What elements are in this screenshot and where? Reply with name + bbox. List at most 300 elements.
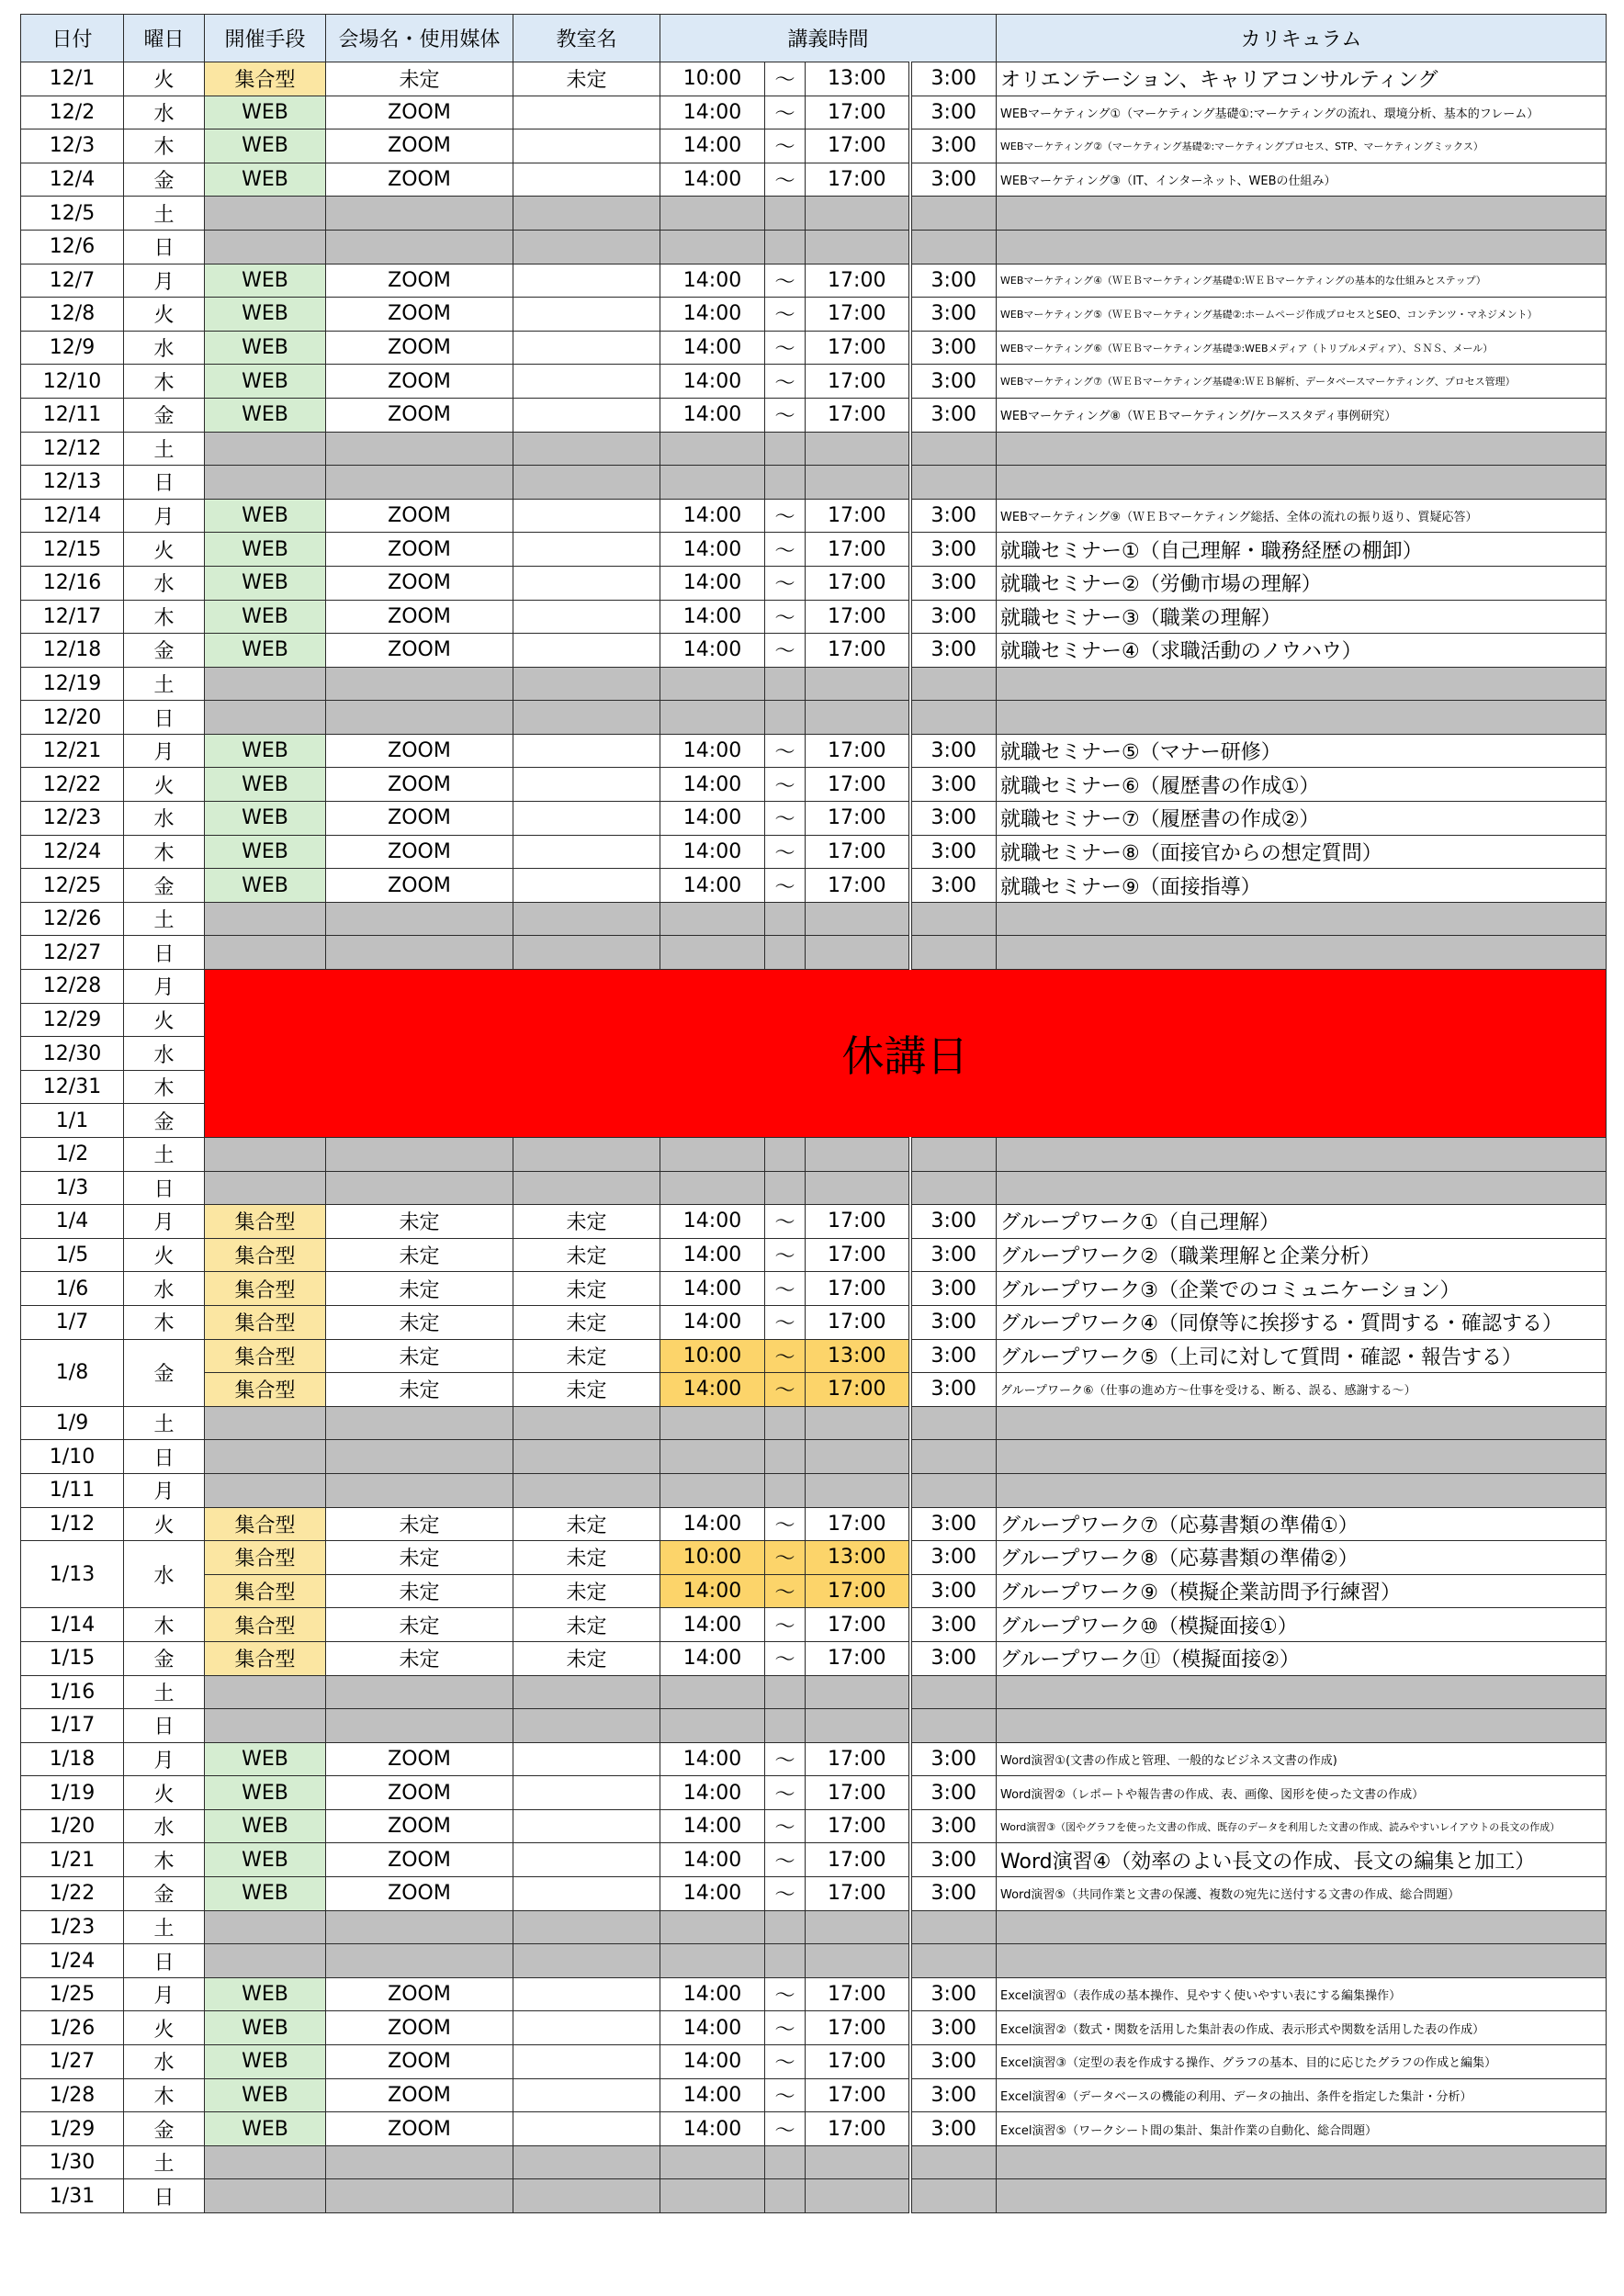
start-time-cell: 14:00	[660, 1742, 765, 1776]
curriculum-cell: Excel演習①（表作成の基本操作、見やすく使いやすい表にする編集操作）	[997, 1977, 1607, 2011]
table-row	[21, 2179, 1607, 2213]
table-row	[21, 2112, 1607, 2146]
method-cell: WEB	[205, 331, 326, 365]
curriculum-cell	[997, 1944, 1607, 1978]
table-row	[21, 1608, 1607, 1642]
start-time-cell	[660, 1473, 765, 1507]
curriculum-cell: WEBマーケティング⑤（ＷＥＢマーケティング基礎②:ホームページ作成プロセスとSEO、コンテンツ・マネジメント）	[997, 298, 1607, 332]
end-time-cell: 17:00	[806, 1205, 910, 1239]
weekday-cell: 金	[124, 2112, 205, 2146]
duration-cell: 3:00	[910, 1641, 997, 1675]
end-time-cell	[806, 1440, 910, 1474]
tilde-cell: ～	[765, 298, 806, 332]
table-row	[21, 2078, 1607, 2112]
end-time-cell: 17:00	[806, 2045, 910, 2079]
end-time-cell: 17:00	[806, 1977, 910, 2011]
date-cell: 12/1	[21, 62, 124, 96]
room-cell	[513, 734, 660, 768]
date-cell: 1/7	[21, 1305, 124, 1339]
weekday-cell: 月	[124, 499, 205, 533]
header-venue: 会場名・使用媒体	[326, 15, 513, 62]
weekday-cell: 木	[124, 600, 205, 634]
table-row	[21, 869, 1607, 903]
header-row	[21, 15, 1607, 62]
duration-cell: 3:00	[910, 1977, 997, 2011]
date-cell: 12/7	[21, 264, 124, 298]
table-row	[21, 466, 1607, 500]
duration-cell: 3:00	[910, 163, 997, 197]
duration-cell: 3:00	[910, 768, 997, 802]
date-cell: 12/26	[21, 902, 124, 936]
table-row	[21, 62, 1607, 96]
end-time-cell: 17:00	[806, 734, 910, 768]
room-cell	[513, 869, 660, 903]
date-cell: 1/25	[21, 1977, 124, 2011]
weekday-cell: 水	[124, 1541, 205, 1608]
method-cell: WEB	[205, 96, 326, 129]
date-cell: 12/2	[21, 96, 124, 129]
venue-cell: 未定	[326, 1238, 513, 1272]
curriculum-cell: WEBマーケティング③（IT、インターネット、WEBの仕組み）	[997, 163, 1607, 197]
tilde-cell	[765, 1171, 806, 1205]
start-time-cell: 14:00	[660, 1305, 765, 1339]
room-cell	[513, 398, 660, 432]
venue-cell: 未定	[326, 1641, 513, 1675]
venue-cell: 未定	[326, 1339, 513, 1373]
venue-cell: ZOOM	[326, 1742, 513, 1776]
venue-cell	[326, 197, 513, 231]
weekday-cell: 金	[124, 1104, 205, 1138]
start-time-cell	[660, 230, 765, 264]
weekday-cell: 水	[124, 1272, 205, 1306]
method-cell: WEB	[205, 2112, 326, 2146]
end-time-cell: 17:00	[806, 96, 910, 129]
method-cell: WEB	[205, 2011, 326, 2045]
start-time-cell: 14:00	[660, 1373, 765, 1407]
method-cell: 集合型	[205, 1339, 326, 1373]
tilde-cell: ～	[765, 2078, 806, 2112]
duration-cell	[910, 1171, 997, 1205]
table-row	[21, 835, 1607, 869]
room-cell: 未定	[513, 1305, 660, 1339]
header-room: 教室名	[513, 15, 660, 62]
start-time-cell: 14:00	[660, 365, 765, 399]
table-row	[21, 1138, 1607, 1172]
tilde-cell: ～	[765, 499, 806, 533]
venue-cell: ZOOM	[326, 802, 513, 836]
end-time-cell: 17:00	[806, 2078, 910, 2112]
end-time-cell	[806, 667, 910, 701]
curriculum-cell	[997, 1138, 1607, 1172]
tilde-cell	[765, 1440, 806, 1474]
weekday-cell: 月	[124, 1742, 205, 1776]
weekday-cell: 水	[124, 331, 205, 365]
room-cell	[513, 1809, 660, 1843]
header-method: 開催手段	[205, 15, 326, 62]
date-cell: 12/27	[21, 936, 124, 970]
venue-cell	[326, 902, 513, 936]
curriculum-cell: グループワーク④（同僚等に挨拶する・質問する・確認する）	[997, 1305, 1607, 1339]
start-time-cell: 14:00	[660, 398, 765, 432]
tilde-cell	[765, 902, 806, 936]
end-time-cell	[806, 466, 910, 500]
duration-cell	[910, 1910, 997, 1944]
room-cell	[513, 1843, 660, 1877]
duration-cell	[910, 1138, 997, 1172]
end-time-cell: 17:00	[806, 634, 910, 668]
tilde-cell: ～	[765, 1977, 806, 2011]
table-row	[21, 1171, 1607, 1205]
room-cell	[513, 768, 660, 802]
curriculum-cell: Word演習③（図やグラフを使った文書の作成、既存のデータを利用した文書の作成、読みやすいレイアウトの長文の作成）	[997, 1809, 1607, 1843]
duration-cell: 3:00	[910, 802, 997, 836]
duration-cell: 3:00	[910, 835, 997, 869]
curriculum-cell: WEBマーケティング④（ＷＥＢマーケティング基礎①:ＷＥＢマーケティングの基本的な仕組みとステップ）	[997, 264, 1607, 298]
venue-cell	[326, 432, 513, 466]
room-cell: 未定	[513, 62, 660, 96]
duration-cell: 3:00	[910, 1877, 997, 1911]
date-cell: 1/17	[21, 1709, 124, 1743]
room-cell	[513, 298, 660, 332]
curriculum-cell: WEBマーケティング⑨（ＷＥＢマーケティング総括、全体の流れの振り返り、質疑応答）	[997, 499, 1607, 533]
table-row	[21, 1406, 1607, 1440]
start-time-cell: 14:00	[660, 566, 765, 600]
end-time-cell: 17:00	[806, 2011, 910, 2045]
method-cell: WEB	[205, 264, 326, 298]
tilde-cell: ～	[765, 1205, 806, 1239]
duration-cell	[910, 230, 997, 264]
end-time-cell: 17:00	[806, 163, 910, 197]
start-time-cell	[660, 197, 765, 231]
table-row	[21, 2145, 1607, 2179]
duration-cell: 3:00	[910, 1608, 997, 1642]
duration-cell: 3:00	[910, 62, 997, 96]
duration-cell: 3:00	[910, 600, 997, 634]
room-cell	[513, 1440, 660, 1474]
tilde-cell	[765, 466, 806, 500]
start-time-cell	[660, 701, 765, 735]
curriculum-cell: WEBマーケティング①（マーケティング基礎①:マーケティングの流れ、環境分析、基本的フレーム）	[997, 96, 1607, 129]
date-cell: 1/1	[21, 1104, 124, 1138]
curriculum-cell: 就職セミナー⑧（面接官からの想定質問）	[997, 835, 1607, 869]
date-cell: 12/3	[21, 129, 124, 163]
end-time-cell	[806, 1709, 910, 1743]
method-cell	[205, 1440, 326, 1474]
duration-cell: 3:00	[910, 1541, 997, 1575]
curriculum-cell	[997, 1440, 1607, 1474]
table-row	[21, 1272, 1607, 1306]
date-cell: 12/17	[21, 600, 124, 634]
venue-cell	[326, 466, 513, 500]
duration-cell	[910, 1675, 997, 1709]
venue-cell: ZOOM	[326, 2112, 513, 2146]
duration-cell: 3:00	[910, 533, 997, 567]
method-cell: WEB	[205, 129, 326, 163]
venue-cell: ZOOM	[326, 600, 513, 634]
method-cell	[205, 902, 326, 936]
end-time-cell: 17:00	[806, 1843, 910, 1877]
weekday-cell: 日	[124, 1440, 205, 1474]
tilde-cell	[765, 1944, 806, 1978]
tilde-cell: ～	[765, 331, 806, 365]
tilde-cell: ～	[765, 365, 806, 399]
duration-cell: 3:00	[910, 1843, 997, 1877]
room-cell	[513, 1910, 660, 1944]
end-time-cell: 17:00	[806, 1305, 910, 1339]
room-cell	[513, 2145, 660, 2179]
tilde-cell	[765, 2179, 806, 2213]
venue-cell: ZOOM	[326, 2078, 513, 2112]
curriculum-cell	[997, 197, 1607, 231]
weekday-cell: 日	[124, 701, 205, 735]
duration-cell: 3:00	[910, 734, 997, 768]
curriculum-cell: グループワーク⑤（上司に対して質問・確認・報告する）	[997, 1339, 1607, 1373]
method-cell: WEB	[205, 634, 326, 668]
room-cell	[513, 1171, 660, 1205]
start-time-cell	[660, 1406, 765, 1440]
table-row	[21, 1641, 1607, 1675]
end-time-cell: 17:00	[806, 398, 910, 432]
table-row	[21, 230, 1607, 264]
venue-cell: ZOOM	[326, 398, 513, 432]
table-row	[21, 499, 1607, 533]
curriculum-cell: Excel演習②（数式・関数を活用した集計表の作成、表示形式や関数を活用した表の作成）	[997, 2011, 1607, 2045]
start-time-cell	[660, 1675, 765, 1709]
room-cell: 未定	[513, 1541, 660, 1575]
venue-cell: ZOOM	[326, 1809, 513, 1843]
duration-cell	[910, 1944, 997, 1978]
room-cell	[513, 1776, 660, 1810]
end-time-cell	[806, 936, 910, 970]
table-row	[21, 1843, 1607, 1877]
curriculum-cell: グループワーク⑨（模擬企業訪問予行練習）	[997, 1574, 1607, 1608]
duration-cell: 3:00	[910, 129, 997, 163]
start-time-cell: 14:00	[660, 331, 765, 365]
weekday-cell: 日	[124, 1944, 205, 1978]
duration-cell: 3:00	[910, 1205, 997, 1239]
weekday-cell: 日	[124, 936, 205, 970]
room-cell	[513, 2179, 660, 2213]
duration-cell: 3:00	[910, 1507, 997, 1541]
room-cell	[513, 466, 660, 500]
date-cell: 12/21	[21, 734, 124, 768]
table-row	[21, 768, 1607, 802]
date-cell: 1/11	[21, 1473, 124, 1507]
date-cell: 12/6	[21, 230, 124, 264]
end-time-cell: 13:00	[806, 62, 910, 96]
weekday-cell: 月	[124, 1977, 205, 2011]
start-time-cell: 14:00	[660, 768, 765, 802]
tilde-cell: ～	[765, 1877, 806, 1911]
room-cell	[513, 1675, 660, 1709]
method-cell: WEB	[205, 1776, 326, 1810]
start-time-cell	[660, 2179, 765, 2213]
start-time-cell: 14:00	[660, 1843, 765, 1877]
table-row	[21, 1574, 1607, 1608]
duration-cell: 3:00	[910, 1776, 997, 1810]
venue-cell	[326, 1910, 513, 1944]
table-row	[21, 129, 1607, 163]
date-cell: 12/8	[21, 298, 124, 332]
room-cell	[513, 902, 660, 936]
table-row	[21, 1742, 1607, 1776]
tilde-cell: ～	[765, 1843, 806, 1877]
weekday-cell: 土	[124, 432, 205, 466]
start-time-cell: 14:00	[660, 2011, 765, 2045]
start-time-cell	[660, 2145, 765, 2179]
duration-cell: 3:00	[910, 1373, 997, 1407]
weekday-cell: 月	[124, 1473, 205, 1507]
room-cell: 未定	[513, 1272, 660, 1306]
method-cell: WEB	[205, 2045, 326, 2079]
end-time-cell: 17:00	[806, 1776, 910, 1810]
end-time-cell	[806, 1138, 910, 1172]
weekday-cell: 金	[124, 163, 205, 197]
duration-cell: 3:00	[910, 365, 997, 399]
venue-cell: ZOOM	[326, 533, 513, 567]
method-cell: WEB	[205, 768, 326, 802]
curriculum-cell: Excel演習④（データベースの機能の利用、データの抽出、条件を指定した集計・分析）	[997, 2078, 1607, 2112]
curriculum-cell: Word演習①(文書の作成と管理、一般的なビジネス文書の作成)	[997, 1742, 1607, 1776]
start-time-cell	[660, 1910, 765, 1944]
curriculum-cell: 就職セミナー②（労働市場の理解）	[997, 566, 1607, 600]
room-cell	[513, 365, 660, 399]
weekday-cell: 火	[124, 1507, 205, 1541]
tilde-cell	[765, 1910, 806, 1944]
tilde-cell: ～	[765, 869, 806, 903]
weekday-cell: 月	[124, 734, 205, 768]
room-cell	[513, 1877, 660, 1911]
end-time-cell: 17:00	[806, 331, 910, 365]
room-cell: 未定	[513, 1608, 660, 1642]
room-cell	[513, 163, 660, 197]
date-cell: 1/28	[21, 2078, 124, 2112]
curriculum-cell: グループワーク⑧（応募書類の準備②）	[997, 1541, 1607, 1575]
start-time-cell: 14:00	[660, 869, 765, 903]
method-cell: WEB	[205, 1843, 326, 1877]
room-cell	[513, 1977, 660, 2011]
tilde-cell: ～	[765, 1809, 806, 1843]
tilde-cell: ～	[765, 734, 806, 768]
venue-cell	[326, 2145, 513, 2179]
start-time-cell: 14:00	[660, 734, 765, 768]
weekday-cell: 木	[124, 129, 205, 163]
tilde-cell: ～	[765, 1742, 806, 1776]
venue-cell: ZOOM	[326, 1776, 513, 1810]
tilde-cell	[765, 667, 806, 701]
table-row	[21, 1373, 1607, 1407]
room-cell	[513, 230, 660, 264]
weekday-cell: 土	[124, 667, 205, 701]
venue-cell: 未定	[326, 1608, 513, 1642]
table-row	[21, 197, 1607, 231]
room-cell	[513, 2078, 660, 2112]
curriculum-cell: 就職セミナー⑦（履歴書の作成②）	[997, 802, 1607, 836]
curriculum-cell: Excel演習⑤（ワークシート間の集計、集計作業の自動化、総合問題）	[997, 2112, 1607, 2146]
tilde-cell: ～	[765, 1238, 806, 1272]
start-time-cell: 14:00	[660, 129, 765, 163]
venue-cell: ZOOM	[326, 1843, 513, 1877]
curriculum-cell: Word演習⑤（共同作業と文書の保護、複数の宛先に送付する文書の作成、総合問題）	[997, 1877, 1607, 1911]
curriculum-cell: グループワーク①（自己理解）	[997, 1205, 1607, 1239]
curriculum-cell	[997, 1675, 1607, 1709]
venue-cell: ZOOM	[326, 835, 513, 869]
weekday-cell: 土	[124, 1406, 205, 1440]
date-cell: 1/31	[21, 2179, 124, 2213]
weekday-cell: 土	[124, 902, 205, 936]
start-time-cell: 14:00	[660, 835, 765, 869]
method-cell	[205, 230, 326, 264]
curriculum-cell	[997, 230, 1607, 264]
start-time-cell: 14:00	[660, 499, 765, 533]
start-time-cell: 14:00	[660, 1507, 765, 1541]
method-cell	[205, 667, 326, 701]
room-cell	[513, 2011, 660, 2045]
start-time-cell: 14:00	[660, 1608, 765, 1642]
method-cell: WEB	[205, 1809, 326, 1843]
weekday-cell: 土	[124, 1138, 205, 1172]
curriculum-cell: グループワーク⑪（模擬面接②）	[997, 1641, 1607, 1675]
header-weekday: 曜日	[124, 15, 205, 62]
venue-cell: 未定	[326, 1541, 513, 1575]
date-cell: 12/19	[21, 667, 124, 701]
venue-cell	[326, 1171, 513, 1205]
venue-cell	[326, 2179, 513, 2213]
start-time-cell: 14:00	[660, 600, 765, 634]
start-time-cell	[660, 1171, 765, 1205]
method-cell: WEB	[205, 365, 326, 399]
tilde-cell	[765, 432, 806, 466]
start-time-cell	[660, 936, 765, 970]
tilde-cell: ～	[765, 1776, 806, 1810]
weekday-cell: 水	[124, 566, 205, 600]
curriculum-cell: 就職セミナー⑥（履歴書の作成①）	[997, 768, 1607, 802]
curriculum-cell: Word演習④（効率のよい長文の作成、長文の編集と加工）	[997, 1843, 1607, 1877]
venue-cell	[326, 1944, 513, 1978]
venue-cell: 未定	[326, 1272, 513, 1306]
start-time-cell	[660, 1944, 765, 1978]
date-cell: 1/6	[21, 1272, 124, 1306]
table-row	[21, 96, 1607, 129]
table-row	[21, 1238, 1607, 1272]
end-time-cell: 17:00	[806, 1272, 910, 1306]
room-cell	[513, 96, 660, 129]
room-cell	[513, 634, 660, 668]
method-cell: WEB	[205, 2078, 326, 2112]
method-cell: 集合型	[205, 1507, 326, 1541]
method-cell: 集合型	[205, 1574, 326, 1608]
table-row	[21, 634, 1607, 668]
weekday-cell: 火	[124, 1238, 205, 1272]
date-cell: 1/2	[21, 1138, 124, 1172]
method-cell: 集合型	[205, 1205, 326, 1239]
duration-cell: 3:00	[910, 869, 997, 903]
curriculum-cell: オリエンテーション、キャリアコンサルティング	[997, 62, 1607, 96]
table-row	[21, 1205, 1607, 1239]
method-cell: 集合型	[205, 1238, 326, 1272]
table-row	[21, 264, 1607, 298]
table-row	[21, 1977, 1607, 2011]
method-cell: 集合型	[205, 1373, 326, 1407]
duration-cell	[910, 197, 997, 231]
end-time-cell: 17:00	[806, 1507, 910, 1541]
end-time-cell	[806, 1171, 910, 1205]
curriculum-cell	[997, 936, 1607, 970]
method-cell	[205, 1944, 326, 1978]
room-cell: 未定	[513, 1574, 660, 1608]
curriculum-cell: WEBマーケティング⑦（ＷＥＢマーケティング基礎④:ＷＥＢ解析、データベースマーケティング、プロセス管理）	[997, 365, 1607, 399]
date-cell: 12/4	[21, 163, 124, 197]
